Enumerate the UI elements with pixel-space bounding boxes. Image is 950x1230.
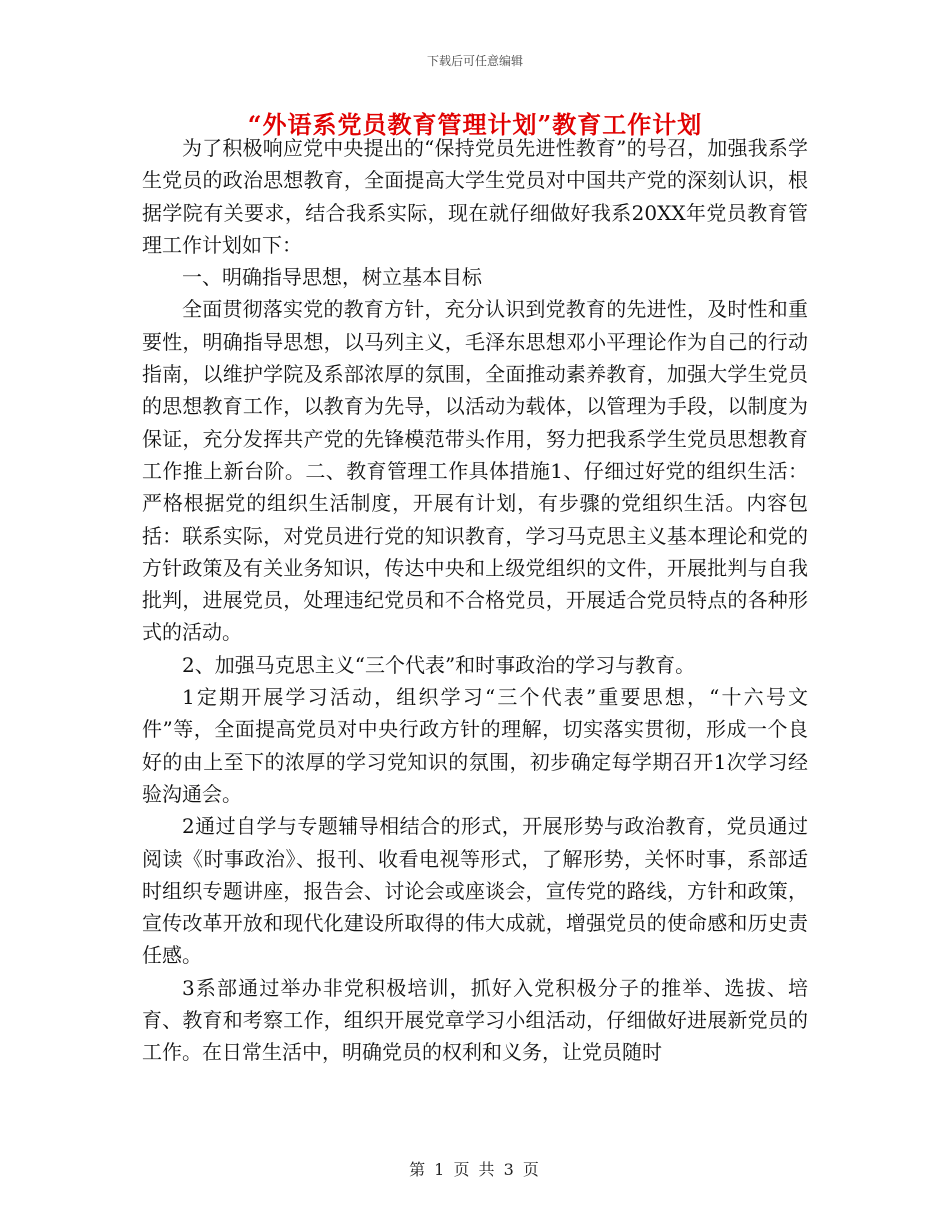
paragraph: 一、明确指导思想，树立基本目标 (182, 265, 482, 290)
paragraph: 1定期开展学习活动，组织学习“三个代表”重要思想，“十六号文件”等，全面提高党员对中央行政方针的理解，切实落实贯彻，形成一个良好的由上至下的浓厚的学习党知识的氛围，初步确定每学期召开1次学习经验沟通会。 (142, 685, 808, 806)
paragraph: 3系部通过举办非党积极培训，抓好入党积极分子的推举、选拔、培育、教育和考察工作，组织开展党章学习小组活动，仔细做好进展新党员的工作。在日常生活中，明确党员的权利和义务，让党员随时 (142, 975, 808, 1065)
document-body (142, 132, 808, 1069)
paragraph: 2、加强马克思主义“三个代表”和时事政治的学习与教育。 (182, 652, 696, 677)
paragraph: 为了积极响应党中央提出的“保持党员先进性教育”的号召，加强我系学生党员的政治思想教育，全面提高大学生党员对中国共产党的深刻认识，根据学院有关要求，结合我系实际，现在就仔细做好我系20XX年党员教育管理工作计划如下： (142, 136, 808, 257)
paragraph: 全面贯彻落实党的教育方针，充分认识到党教育的先进性，及时性和重要性，明确指导思想，以马列主义，毛泽东思想邓小平理论作为自己的行动指南，以维护学院及系部浓厚的氛围，全面推动素养教育，加强大学生党员的思想教育工作，以教育为先导，以活动为载体，以管理为手段，以制度为保证，充分发挥共产党的先锋模范带头作用，努力把我系学生党员思想教育工作推上新台阶。二、教育管理工作具体措施1、仔细过好党的组织生活：严格根据党的组织生活制度，开展有计划，有步骤的党组织生活。内容包括：联系实际，对党员进行党的知识教育，学习马克思主义基本理论和党的方针政策及有关业务知识，传达中央和上级党组织的文件，开展批判与自我批判，进展党员，处理违纪党员和不合格党员，开展适合党员特点的各种形式的活动。 (142, 297, 808, 645)
paragraph: 2通过自学与专题辅导相结合的形式，开展形势与政治教育，党员通过阅读《时事政治》、报刊、收看电视等形式，了解形势，关怀时事，系部适时组织专题讲座，报告会、讨论会或座谈会，宣传党的路线，方针和政策，宣传改革开放和现代化建设所取得的伟大成就，增强党员的使命感和历史责任感。 (142, 814, 808, 968)
page-number: 第 1 页 共 3 页 (409, 1160, 541, 1179)
header-note: 下载后可任意编辑 (426, 54, 523, 68)
document-title: “外语系党员教育管理计划”教育工作计划 (247, 110, 703, 139)
